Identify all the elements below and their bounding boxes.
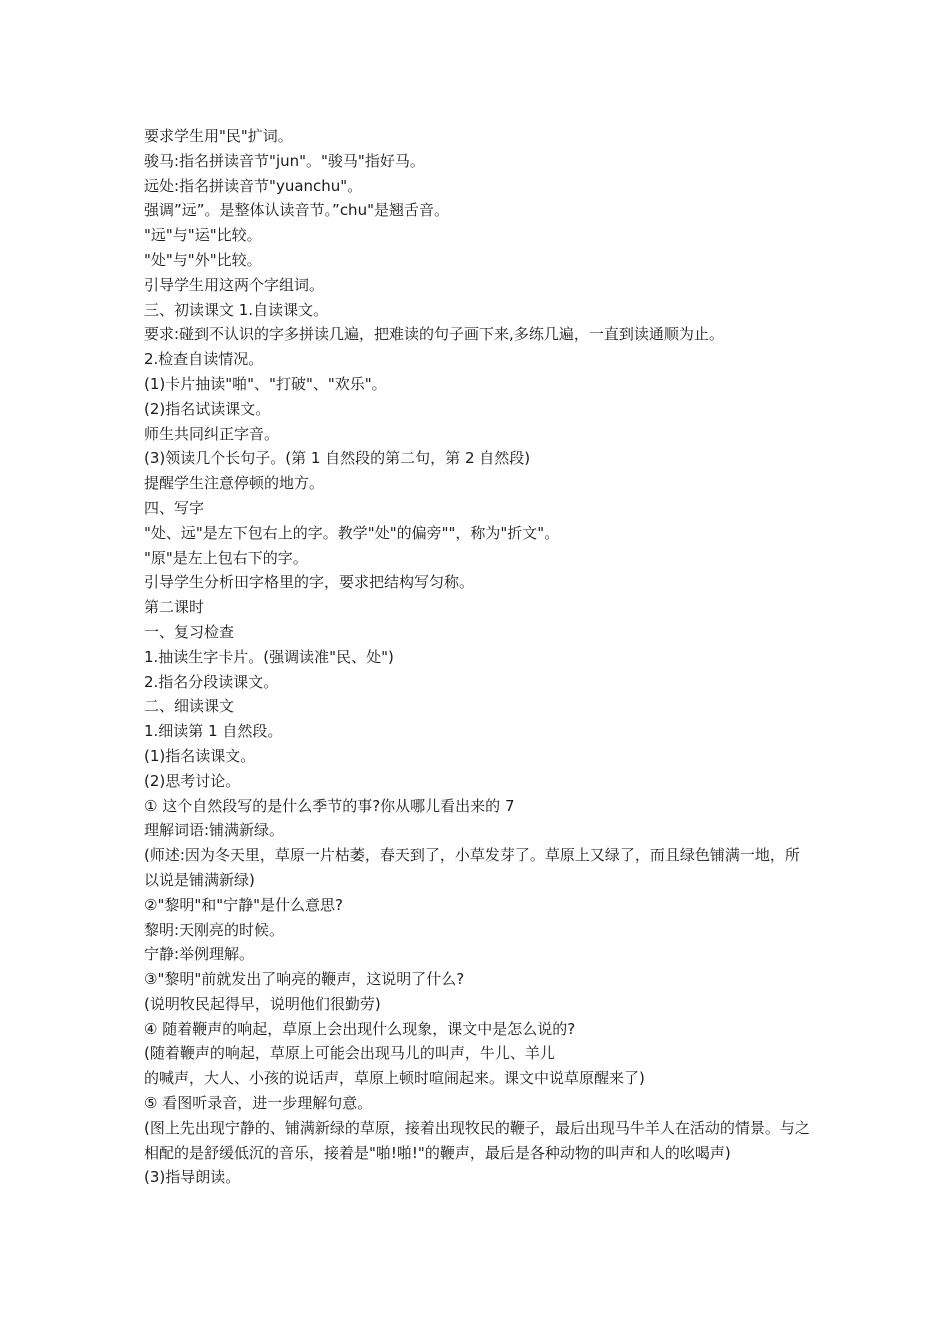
text-line: ④ 随着鞭声的响起，草原上会出现什么现象，课文中是怎么说的? <box>144 1019 576 1038</box>
text-line: "原"是左上包右下的字。 <box>144 548 308 567</box>
section-heading: 二、细读课文 <box>144 697 235 716</box>
text-line: 要求:碰到不认识的字多拼读几遍，把难读的句子画下来,多练几遍，一直到读通顺为止。 <box>144 325 724 344</box>
text-line: 1.细读第 1 自然段。 <box>144 722 283 741</box>
text-line: 远处:指名拼读音节"yuanchu"。 <box>144 176 363 195</box>
text-paragraph: (师述:因为冬天里，草原一片枯萎，春天到了，小草发芽了。草原上又绿了，而且绿色铺满一地，所以说是铺满新绿) <box>144 846 800 889</box>
text-line: 强调”远”。是整体认读音节。”chu"是翘舌音。 <box>144 201 449 220</box>
text-line: (2)指名试读课文。 <box>144 399 271 418</box>
text-line: ②"黎明"和"宁静"是什么意思? <box>144 895 344 914</box>
section-heading: 一、复习检查 <box>144 622 235 641</box>
section-heading: 四、写字 <box>144 498 205 517</box>
text-line: (说明牧民起得早，说明他们很勤劳) <box>144 994 381 1013</box>
document-body <box>144 124 812 1190</box>
text-line: "远"与"运"比较。 <box>144 226 262 245</box>
text-line: (2)思考讨论。 <box>144 771 241 790</box>
text-line: 2.检查自读情况。 <box>144 350 264 369</box>
text-line: "处、远"是左下包右上的字。教学"处"的偏旁""，称为"折文"。 <box>144 523 560 542</box>
text-line: (3)指导朗读。 <box>144 1168 241 1187</box>
text-line: 要求学生用"民"扩词。 <box>144 127 293 145</box>
text-line: 引导学生分析田字格里的字，要求把结构写匀称。 <box>144 573 475 592</box>
text-line: 提醒学生注意停顿的地方。 <box>144 474 325 493</box>
text-line: 的喊声，大人、小孩的说话声，草原上顿时喧闹起来。课文中说草原醒来了) <box>144 1069 645 1088</box>
text-line: 宁静:举例理解。 <box>144 945 255 964</box>
text-line: (随着鞭声的响起，草原上可能会出现马儿的叫声，牛儿、羊儿 <box>144 1044 555 1063</box>
text-line: 黎明:天刚亮的时候。 <box>144 920 285 939</box>
text-line: 理解词语:铺满新绿。 <box>144 821 285 840</box>
text-line: (1)卡片抽读"啪"、"打破"、"欢乐"。 <box>144 374 387 393</box>
text-line: 引导学生用这两个字组词。 <box>144 275 325 294</box>
text-line: ① 这个自然段写的是什么季节的事?你从哪儿看出来的 7 <box>144 796 515 815</box>
text-line: "处"与"外"比较。 <box>144 250 262 269</box>
text-line: 2.指名分段读课文。 <box>144 672 279 691</box>
text-line: (3)领读几个长句子。(第 1 自然段的第二句，第 2 自然段) <box>144 449 531 468</box>
text-paragraph: (图上先出现宁静的、铺满新绿的草原，接着出现牧民的鞭子，最后出现马牛羊人在活动的情景。与之相配的是舒缓低沉的音乐，接着是"啪!啪!"的鞭声，最后是各种动物的叫声和人的吆喝声) <box>144 1118 810 1162</box>
text-line: ③"黎明"前就发出了响亮的鞭声，这说明了什么? <box>144 970 465 989</box>
section-heading: 三、初读课文 1.自读课文。 <box>144 300 329 319</box>
lesson-heading: 第二课时 <box>144 598 205 617</box>
text-line: ⑤ 看图听录音，进一步理解句意。 <box>144 1094 373 1113</box>
text-line: 骏马:指名拼读音节"jun"。"骏马"指好马。 <box>144 151 425 170</box>
text-line: 1.抽读生字卡片。(强调读准"民、处") <box>144 647 394 666</box>
text-line: (1)指名读课文。 <box>144 746 256 765</box>
text-line: 师生共同纠正字音。 <box>144 424 280 443</box>
